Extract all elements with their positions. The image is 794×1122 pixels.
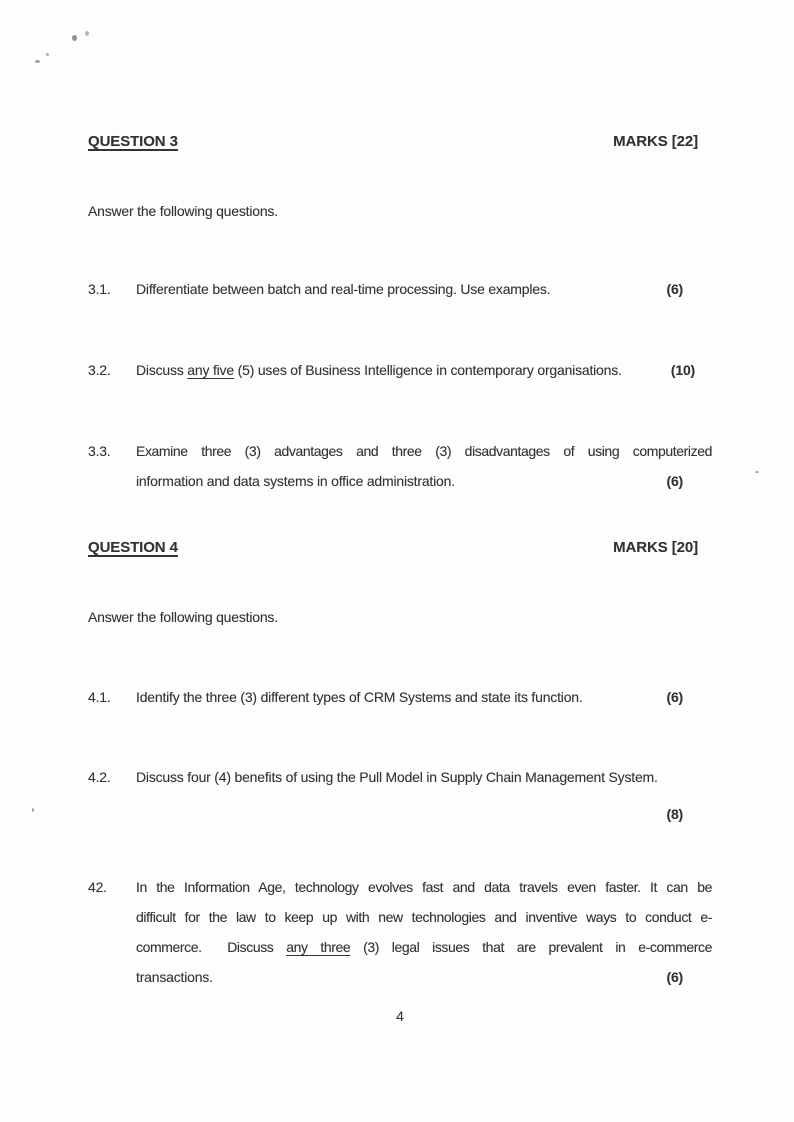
- text-segment: (5) uses of Business Intelligence in contemporary organisations.: [233, 362, 622, 378]
- text-segment: Discuss: [136, 362, 188, 378]
- question-number: 3.1.: [88, 281, 111, 297]
- question-4-header: [88, 538, 712, 557]
- text-segment: commerce. Discuss: [136, 939, 287, 955]
- question-4-title: QUESTION 4: [88, 539, 178, 556]
- scan-speck: [72, 35, 77, 41]
- marks-value: (10): [670, 362, 695, 378]
- marks-value: (6): [666, 473, 683, 489]
- question-text-line: [136, 932, 712, 962]
- question-row-3-2: [88, 361, 712, 379]
- question-text: Identify the three (3) different types of CRM Systems and state its function.: [136, 689, 583, 705]
- text-segment: (3) legal issues that are prevalent in e-commerce: [350, 939, 713, 955]
- question-row-4-3: [88, 872, 712, 992]
- marks-value: (6): [666, 281, 683, 297]
- question-text-line: difficult for the law to keep up with new technologies and inventive ways to conduct e-: [136, 909, 712, 925]
- question-3-total-marks: MARKS [22]: [613, 133, 698, 150]
- question-number: 4.2.: [88, 769, 111, 785]
- question-text: Differentiate between batch and real-time processing. Use examples.: [136, 281, 551, 297]
- question-row-4-1: [88, 688, 712, 706]
- question-number: 42.: [88, 879, 107, 895]
- question-row-3-3: [88, 436, 712, 496]
- question-text: Discuss four (4) benefits of using the Pull Model in Supply Chain Management System.: [136, 769, 658, 785]
- scan-speck: [755, 471, 759, 473]
- question-text-line: information and data systems in office administration.: [136, 473, 455, 489]
- marks-value: (6): [666, 969, 683, 985]
- question-number: 3.3.: [88, 443, 111, 459]
- marks-value: (6): [666, 689, 683, 705]
- question-4-total-marks: MARKS [20]: [613, 539, 698, 556]
- question-text-line: In the Information Age, technology evolves fast and data travels even faster. It can be: [136, 879, 712, 895]
- question-text-line: Examine three (3) advantages and three (3) disadvantages of using computerized: [136, 443, 712, 459]
- question-row-3-1: [88, 280, 712, 298]
- question-row-4-2: [88, 768, 712, 823]
- question-3-intro: Answer the following questions.: [88, 203, 278, 219]
- question-number: 4.1.: [88, 689, 111, 705]
- question-3-title: QUESTION 3: [88, 133, 178, 150]
- scan-speck: [46, 53, 49, 56]
- question-4-intro: Answer the following questions.: [88, 609, 278, 625]
- scan-speck: [32, 808, 34, 812]
- question-number: 3.2.: [88, 362, 111, 378]
- scan-speck: [35, 60, 40, 63]
- page-content: [88, 0, 712, 1025]
- underlined-phrase: any five: [187, 362, 234, 378]
- underlined-phrase: any three: [286, 939, 351, 955]
- question-text: [136, 361, 622, 379]
- question-text-line: transactions.: [136, 969, 213, 985]
- marks-value: (8): [666, 806, 683, 822]
- page-number: 4: [396, 1008, 404, 1024]
- question-3-header: [88, 132, 712, 151]
